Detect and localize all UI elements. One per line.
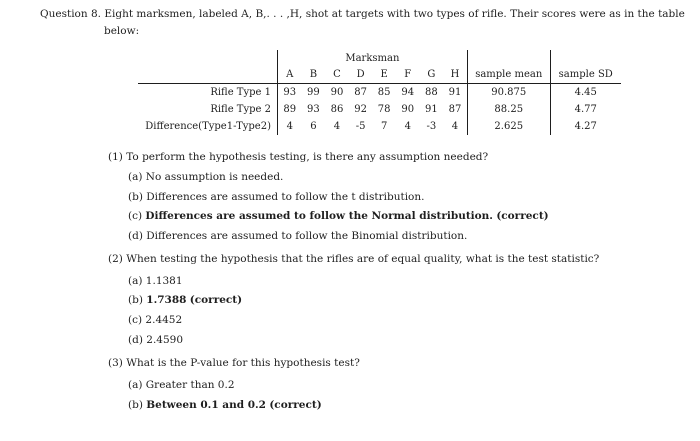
option-letter: (a) bbox=[128, 379, 143, 391]
table-cell: 4 bbox=[451, 121, 459, 132]
sd-cell: 4.45 bbox=[550, 84, 621, 102]
option-text: Between 0.1 and 0.2 bbox=[146, 399, 266, 411]
column-header: F bbox=[396, 66, 420, 84]
table-cell: 88 bbox=[424, 87, 438, 98]
answer-option bbox=[128, 171, 283, 183]
answer-option-correct bbox=[128, 294, 242, 306]
answer-option bbox=[128, 275, 183, 287]
table-cell: 89 bbox=[278, 101, 302, 118]
table-column-header-row bbox=[138, 66, 621, 84]
option-letter: (d) bbox=[128, 230, 143, 242]
sub-question-number: (1) bbox=[108, 151, 123, 163]
sd-header: sample SD bbox=[550, 66, 621, 84]
table-row bbox=[138, 101, 621, 118]
table-cell: 6 bbox=[310, 121, 317, 132]
answer-option-correct bbox=[128, 210, 549, 222]
table-cell: 90 bbox=[330, 87, 344, 98]
answer-option bbox=[128, 334, 183, 346]
sd-cell: 4.27 bbox=[550, 118, 621, 135]
mean-header: sample mean bbox=[467, 66, 550, 84]
table-cell: 90 bbox=[401, 104, 415, 115]
option-letter: (b) bbox=[128, 191, 143, 203]
marksman-header: Marksman bbox=[278, 50, 468, 66]
answer-option bbox=[128, 314, 182, 326]
correct-marker: (correct) bbox=[189, 294, 243, 306]
table-cell: 4 bbox=[333, 121, 341, 132]
column-header: H bbox=[443, 66, 467, 84]
sub-question-2 bbox=[108, 253, 599, 265]
sub-question-text: To perform the hypothesis testing, is there any assumption needed? bbox=[126, 151, 489, 163]
sub-question-number: (3) bbox=[108, 357, 123, 369]
option-text: 2.4452 bbox=[145, 314, 183, 326]
mean-cell: 2.625 bbox=[467, 118, 550, 135]
option-letter: (a) bbox=[128, 171, 143, 183]
mean-cell: 90.875 bbox=[467, 84, 550, 102]
scores-table bbox=[138, 50, 621, 135]
table-cell: 94 bbox=[401, 87, 415, 98]
sub-question-text: What is the P-value for this hypothesis test? bbox=[126, 357, 360, 369]
option-letter: (c) bbox=[128, 314, 143, 326]
option-letter: (b) bbox=[128, 399, 143, 411]
option-letter: (b) bbox=[128, 294, 143, 306]
table-cell: 7 bbox=[380, 121, 388, 132]
table-row bbox=[138, 118, 621, 135]
sub-question-text: When testing the hypothesis that the rifles are of equal quality, what is the test statistic? bbox=[126, 253, 600, 265]
column-header: D bbox=[349, 66, 373, 84]
table-cell: 91 bbox=[424, 104, 438, 115]
option-letter: (d) bbox=[128, 334, 143, 346]
table-cell: -5 bbox=[355, 121, 366, 132]
table-cell: 4 bbox=[404, 121, 411, 132]
option-letter: (a) bbox=[128, 275, 143, 287]
option-text: Differences are assumed to follow the Normal distribution. bbox=[145, 210, 493, 222]
answer-option-correct bbox=[128, 399, 322, 411]
option-text: 2.4590 bbox=[146, 334, 184, 346]
column-header: E bbox=[372, 66, 396, 84]
table-cell: 92 bbox=[354, 104, 367, 115]
option-text: Greater than 0.2 bbox=[145, 379, 235, 391]
option-text: Differences are assumed to follow the Binomial distribution. bbox=[146, 230, 468, 242]
table-cell: 87 bbox=[354, 87, 367, 98]
table-cell: 91 bbox=[448, 87, 462, 98]
question-intro bbox=[40, 8, 685, 20]
option-text: No assumption is needed. bbox=[145, 171, 284, 183]
row-label: Rifle Type 1 bbox=[210, 87, 271, 98]
column-header: G bbox=[420, 66, 444, 84]
mean-cell: 88.25 bbox=[467, 101, 550, 118]
column-header: A bbox=[278, 66, 302, 84]
sub-question-3 bbox=[108, 357, 360, 369]
table-cell: 93 bbox=[307, 104, 320, 115]
table-cell: 87 bbox=[448, 104, 462, 115]
table-cell: 86 bbox=[330, 104, 344, 115]
correct-marker: (correct) bbox=[496, 210, 549, 222]
table-cell: 4 bbox=[278, 118, 302, 135]
column-header: C bbox=[325, 66, 349, 84]
sd-cell: 4.77 bbox=[550, 101, 621, 118]
row-label: Difference(Type1-Type2) bbox=[145, 121, 271, 132]
question-label: Question 8. bbox=[40, 8, 101, 20]
table-cell: 85 bbox=[377, 87, 391, 98]
question-text-line1: Eight marksmen, labeled A, B,. . . ,H, shot at targets with two types of rifle. Their scores were as in the table bbox=[104, 8, 685, 20]
table-cell: -3 bbox=[426, 121, 437, 132]
sub-question-1 bbox=[108, 151, 488, 163]
table-group-header-row bbox=[138, 50, 621, 66]
table-cell: 78 bbox=[377, 104, 391, 115]
sub-question-number: (2) bbox=[108, 253, 123, 265]
column-header: B bbox=[302, 66, 326, 84]
option-text: 1.7388 bbox=[146, 294, 187, 306]
table-cell: 99 bbox=[307, 87, 320, 98]
table-row bbox=[138, 84, 621, 102]
question-text-line2: below: bbox=[104, 25, 140, 37]
answer-option bbox=[128, 230, 467, 242]
option-letter: (c) bbox=[128, 210, 143, 222]
row-label: Rifle Type 2 bbox=[210, 104, 271, 115]
answer-option bbox=[128, 191, 424, 203]
answer-option bbox=[128, 379, 235, 391]
correct-marker: (correct) bbox=[269, 399, 322, 411]
option-text: 1.1381 bbox=[145, 275, 183, 287]
option-text: Differences are assumed to follow the t distribution. bbox=[146, 191, 425, 203]
table-cell: 93 bbox=[278, 84, 302, 102]
